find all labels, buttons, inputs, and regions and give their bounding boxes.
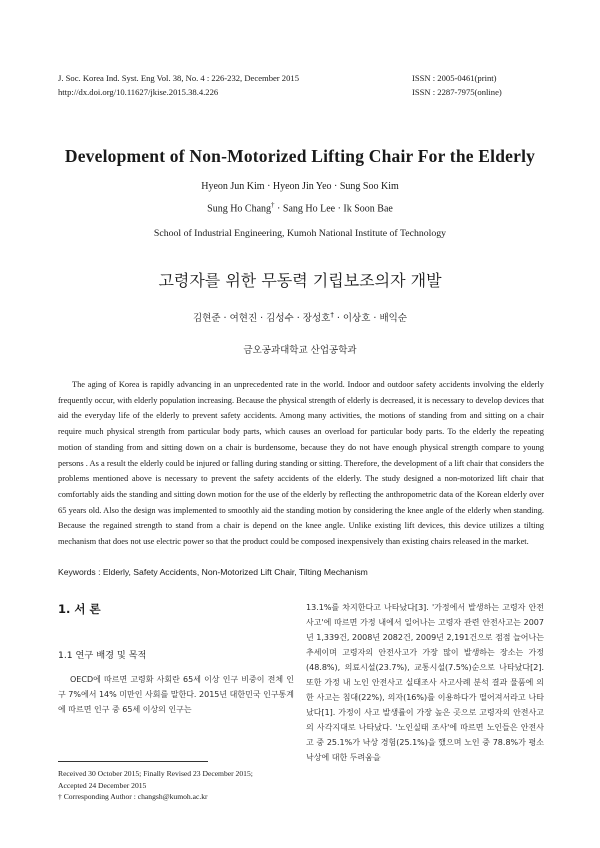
footnote-received: Received 30 October 2015; Finally Revised 23 December 2015;: [58, 769, 253, 778]
corresponding-mark: †: [271, 201, 275, 209]
footnote-divider: [58, 761, 208, 762]
footnote-email[interactable]: Corresponding Author : changsh@kumoh.ac.kr: [61, 792, 208, 801]
issn-print: ISSN : 2005-0461(print): [412, 73, 497, 83]
issn-online: ISSN : 2287-7975(online): [412, 87, 502, 97]
affiliation-en: School of Industrial Engineering, Kumoh National Institute of Technology: [153, 228, 447, 239]
author-corresponding: Sung Ho Chang: [207, 203, 272, 215]
abstract: [58, 377, 544, 550]
paper-title-en: Development of Non-Motorized Lifting Chair For the Elderly: [64, 146, 536, 166]
authors-ko-rest: · 이상호 · 배익순: [333, 313, 407, 324]
left-column-paragraph: [58, 672, 294, 717]
footnote-mark: †: [58, 792, 62, 801]
authors-ko: [0, 310, 600, 324]
keywords-label: Keywords: [58, 567, 96, 577]
authors-en-line2: [0, 196, 600, 218]
right-column: [306, 600, 544, 765]
authors-en-rest: · Sang Ho Lee · Ik Soon Bae: [274, 203, 393, 215]
footnote-corresponding: [58, 791, 298, 803]
authors-en-line1: Hyeon Jun Kim · Hyeon Jin Yeo · Sung Soo Kim: [201, 181, 399, 192]
authors-ko-first: 김현준 · 여현진 · 김성수 · 장성호: [193, 313, 331, 324]
keywords: [58, 567, 544, 577]
keywords-list: : Elderly, Safety Accidents, Non-Motorized Lift Chair, Tilting Mechanism: [95, 567, 368, 577]
abstract-text: The aging of Korea is rapidly advancing in an unprecedented rate in the world. Indoor and outdoor safety accidents involving the elderly frequently occur, with elderly population increasing. Because the physical strength of elderly is decreased, it is necessary to develop devices that aid the everyday life of the elderly to prevent safety accidents. Among many activities, the motions of standing from and sitting on a chair require much physical strength from particular body parts, which causes an overload for particular body parts. To the elderly the repeating motion of standing from and sitting down on a chair is burdensome, because they do not have enough physical strength compare to young persons . As a result the elderly could be injured or falling during standing or sitting. Therefore, the development of a lift chair that considers the problems mentioned above is necessary to prevent the safety accidents of the elderly. The study designed a non-motorized lift chair that comfortably aids the standing and sitting down motion for the use of the elderly by reflecting the anthropometric data of the Korean elderly over 65 years old. Also the design was implemented to smoothly aid the standing motion by considering the knee angle of the elderly when standing. Because the regained strength to stand from a chair is depend on the knee angle. Unlike existing lift devices, this device utilizes a tilting mechanism that does not use electric power so that the product could be composed inexpensively than existing chairs released in the market.: [58, 380, 544, 547]
doi-link[interactable]: http://dx.doi.org/10.11627/jkise.2015.38.4.226: [58, 87, 219, 97]
journal-citation: J. Soc. Korea Ind. Syst. Eng Vol. 38, No. 4 : 226-232, December 2015: [58, 73, 299, 83]
subsection-heading: 1.1 연구 배경 및 목적: [58, 650, 147, 661]
affiliation-ko: 금오공과대학교 산업공학과: [243, 345, 357, 356]
footnote-accepted: Accepted 24 December 2015: [58, 780, 147, 790]
left-column-text: OECD에 따르면 고령화 사회란 65세 이상 인구 비중이 전체 인구 7%에서 14% 미만인 사회를 말한다. 2015년 대한민국 인구통계에 따르면 인구 중 65세 이상의 인구는: [58, 675, 295, 714]
corresponding-mark-ko: †: [330, 310, 334, 319]
paper-title-ko: 고령자를 위한 무동력 기립보조의자 개발: [158, 271, 442, 290]
right-column-text: 13.1%를 차지한다고 나타났다[3]. '가정에서 발생하는 고령자 안전사고'에 따르면 가정 내에서 일어나는 고령자 관련 안전사고는 2007년 1,339건, 2008년 2082건, 2009년 2,191건으로 점점 늘어나는 추세이며 고령자의 안전사고가 가장 많이 발생하는 장소는 가정(48.8%), 의료시설(23.7%), 교통시설(7.5%)순으로 나타났다[2]. 또한 가정 내 노인 안전사고 실태조사 사고사례 분석 결과 물품에 의한 사고는 침대(22%), 의자(16%)를 이용하다가 떨어져서라고 나타났다[1]. 가정이 사고 발생률이 가장 높은 곳으로 고령자의 안전사고의 사각지대로 나타났다. '노인실태 조사'에 따르면 노인들은 안전사고 중 25.1%가 낙상 경험(25.1%)을 했으며 노인 중 78.8%가 평소 낙상에 대한 두려움을: [306, 603, 544, 762]
footnote: [58, 768, 298, 803]
section-heading: 1. 서 론: [58, 602, 101, 616]
